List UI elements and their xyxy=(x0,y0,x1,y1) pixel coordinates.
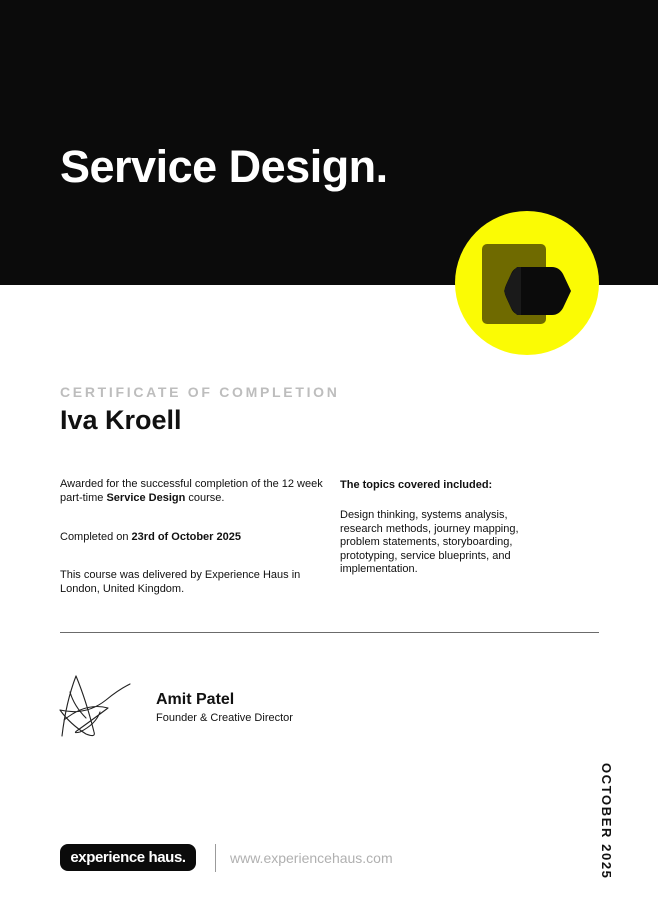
footer-separator xyxy=(215,844,216,872)
completion-date: 23rd of October 2025 xyxy=(131,531,241,543)
topics-heading: The topics covered included: xyxy=(340,479,493,491)
certificate-eyebrow: CERTIFICATE OF COMPLETION xyxy=(60,384,340,400)
award-prefix: Awarded for the successful completion of the 12 week part-time xyxy=(60,478,323,504)
signer-name: Amit Patel xyxy=(156,691,235,708)
signature-icon xyxy=(56,672,136,744)
award-statement xyxy=(60,478,330,505)
badge xyxy=(455,211,599,355)
experience-haus-logo[interactable]: experience haus. xyxy=(60,844,196,871)
award-suffix: course. xyxy=(185,491,225,504)
vertical-date xyxy=(598,763,614,883)
vertical-date-text: OCTOBER 2025 xyxy=(599,763,614,880)
website-link[interactable]: www.experiencehaus.com xyxy=(230,850,393,866)
completion-prefix: Completed on xyxy=(60,531,132,543)
recipient-name: Iva Kroell xyxy=(60,405,182,435)
divider xyxy=(60,632,599,633)
course-title: Service Design. xyxy=(60,141,388,192)
signer-role: Founder & Creative Director xyxy=(156,712,293,724)
delivery-statement: This course was delivered by Experience Haus in London, United Kingdom. xyxy=(60,569,301,595)
topics-list: Design thinking, systems analysis, research methods, journey mapping, problem statements, storyboarding, prototyping, service blueprints, and implementation. xyxy=(340,509,519,576)
experience-haus-mark-icon xyxy=(455,211,599,355)
completion-statement xyxy=(60,531,330,545)
course-name: Service Design xyxy=(106,491,186,504)
